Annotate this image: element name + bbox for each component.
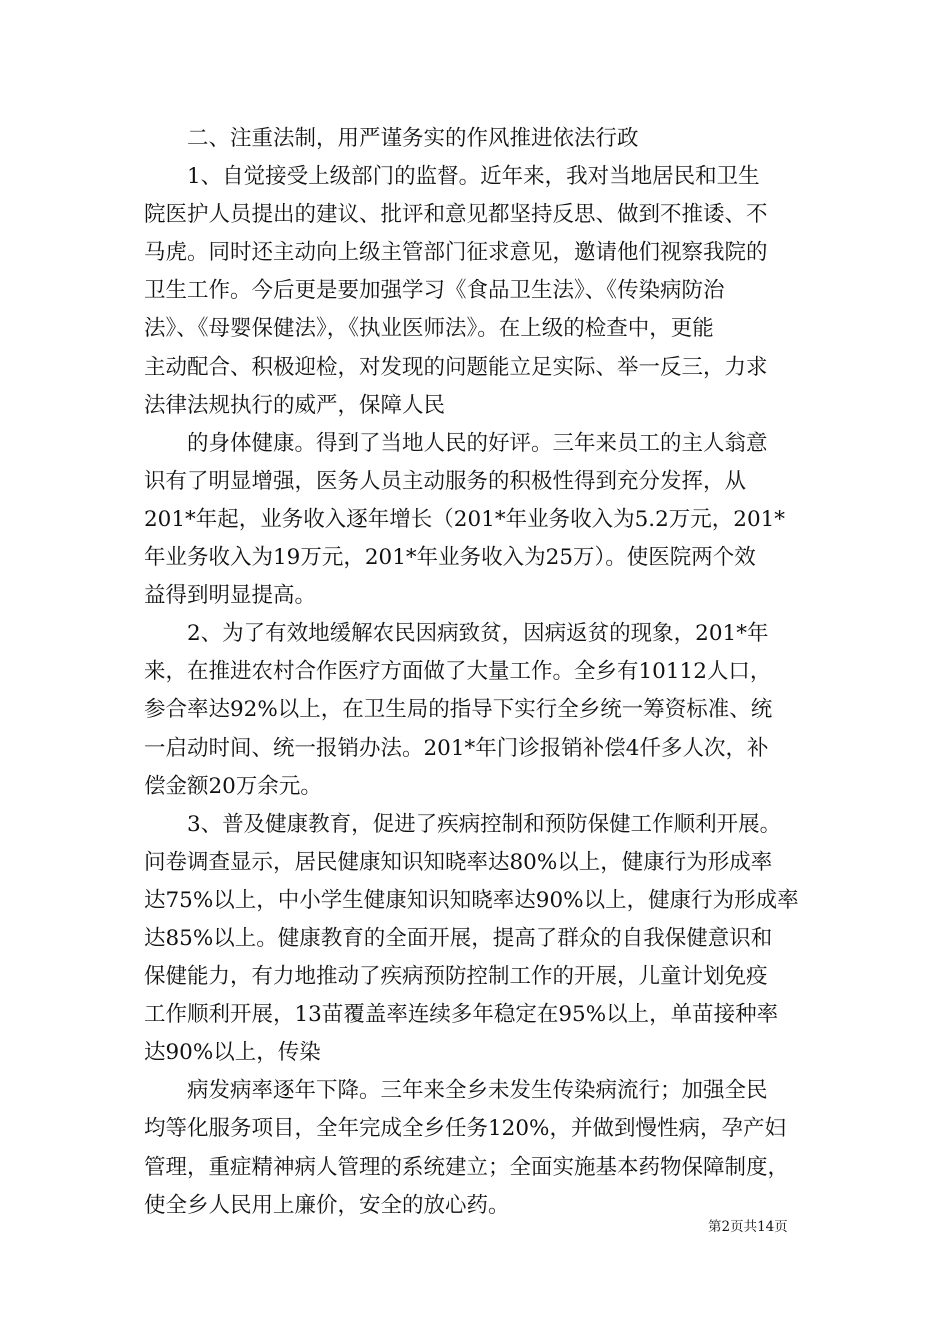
text-line: 年业务收入为19万元，201*年业务收入为25万）。使医院两个效 [144,545,756,571]
text-line: 1、自觉接受上级部门的监督。近年来，我对当地居民和卫生 [187,164,760,190]
text-line: 问卷调查显示，居民健康知识知晓率达80%以上，健康行为形成率 [144,849,773,875]
text-line: 益得到明显提高。 [144,583,317,609]
document-body [144,120,810,1225]
text-line: 达75%以上，中小学生健康知识知晓率达90%以上，健康行为形成率 [144,887,799,913]
text-line: 法》、《母婴保健法》，《执业医师法》。在上级的检查中，更能 [144,316,714,342]
text-line: 达90%以上，传染 [144,1040,321,1066]
text-line: 的身体健康。得到了当地人民的好评。三年来员工的主人翁意 [187,430,768,456]
text-line: 201*年起，业务收入逐年增长（201*年业务收入为5.2万元，201* [144,506,786,532]
page-number-footer: 第2页共14页 [708,1219,788,1235]
text-line: 马虎。同时还主动向上级主管部门征求意见，邀请他们视察我院的 [144,240,768,266]
text-line: 法律法规执行的威严，保障人民 [144,392,446,418]
text-line: 2、为了有效地缓解农民因病致贫，因病返贫的现象，201*年 [187,621,769,647]
text-line: 管理，重症精神病人管理的系统建立；全面实施基本药物保障制度， [144,1154,790,1180]
text-line: 卫生工作。今后更是要加强学习《食品卫生法》、《传染病防治 [144,278,725,304]
text-line: 来，在推进农村合作医疗方面做了大量工作。全乡有10112人口， [144,659,772,685]
text-line: 均等化服务项目，全年完成全乡任务120%，并做到慢性病，孕产妇 [144,1116,786,1142]
text-line: 院医护人员提出的建议、批评和意见都坚持反思、做到不推诿、不 [144,202,768,228]
text-line: 参合率达92%以上，在卫生局的指导下实行全乡统一筹资标准、统 [144,697,773,723]
text-line: 达85%以上。健康教育的全面开展，提高了群众的自我保健意识和 [144,925,773,951]
text-line: 识有了明显增强，医务人员主动服务的积极性得到充分发挥，从 [144,468,747,494]
text-line: 工作顺利开展，13苗覆盖率连续多年稳定在95%以上，单苗接种率 [144,1002,779,1028]
text-line: 二、注重法制，用严谨务实的作风推进依法行政 [187,126,639,151]
text-line: 主动配合、积极迎检，对发现的问题能立足实际、举一反三，力求 [144,354,768,380]
text-line: 3、普及健康教育，促进了疾病控制和预防保健工作顺利开展。 [187,811,782,837]
text-line: 保健能力，有力地推动了疾病预防控制工作的开展，儿童计划免疫 [144,964,768,990]
text-line: 偿金额20万余元。 [144,773,322,799]
text-line: 病发病率逐年下降。三年来全乡未发生传染病流行；加强全民 [187,1078,768,1104]
text-line: 一启动时间、统一报销办法。201*年门诊报销补偿4仟多人次，补 [144,735,769,761]
text-line: 使全乡人民用上廉价，安全的放心药。 [144,1192,510,1218]
